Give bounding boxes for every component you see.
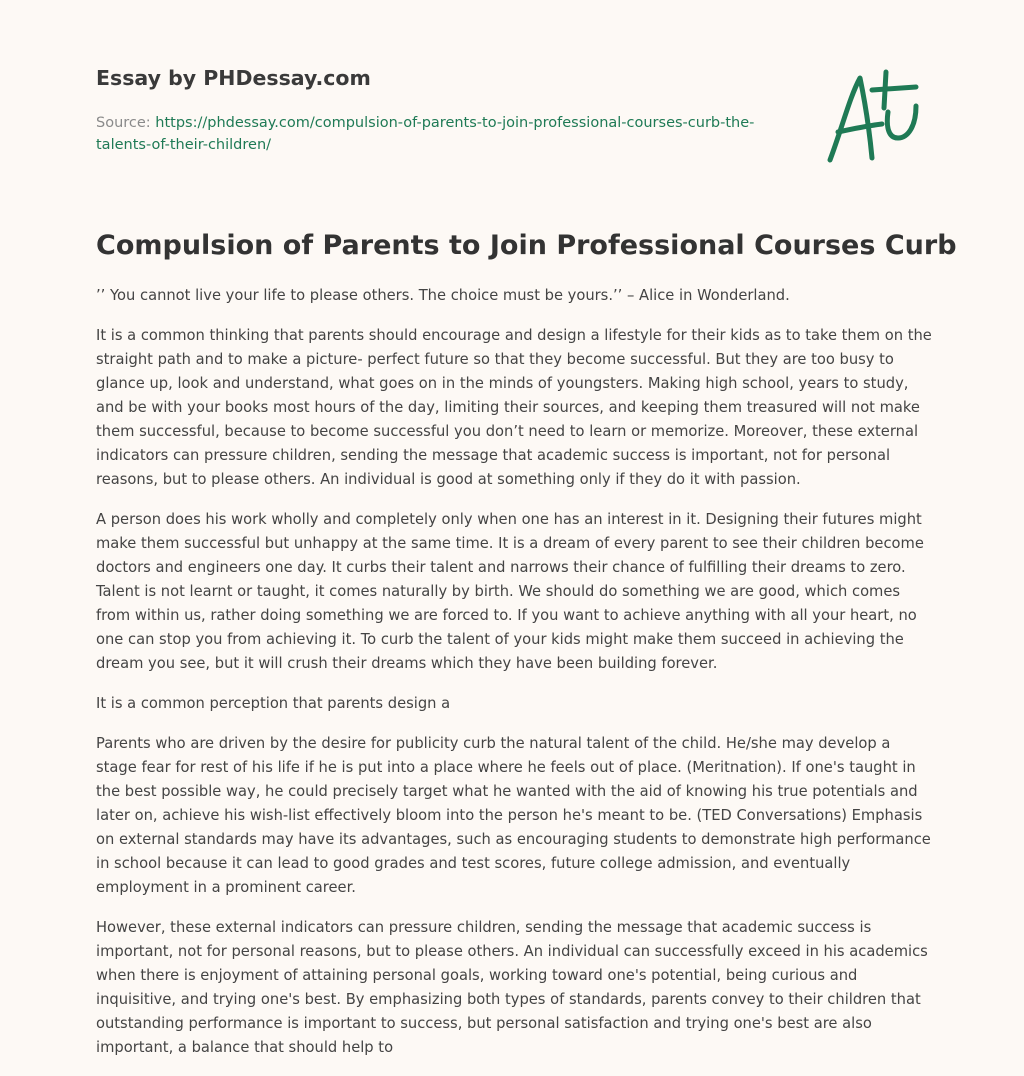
document-header xyxy=(96,64,796,153)
site-brand: Essay by PHDessay.com xyxy=(96,66,371,90)
a-plus-grade-icon xyxy=(820,68,930,168)
source-line xyxy=(96,112,786,156)
essay-paragraph: ’’ You cannot live your life to please others. The choice must be yours.’’ – Alice in Wonderland. xyxy=(96,287,790,304)
essay-paragraph: It is a common perception that parents design a xyxy=(96,695,451,712)
essay-paragraph: A person does his work wholly and completely only when one has an interest in it. Designing their futures might make them successful but unhappy at the same time. It is a dream of every parent to see their children become doctors and engineers one day. It curbs their talent and narrows their chance of fulfilling their dreams to zero. Talent is not learnt or taught, it comes naturally by birth. We should do something we are good, which comes from within us, rather doing something we are forced to. If you want to achieve anything with all your heart, no one can stop you from achieving it. To curb the talent of your kids might make them succeed in achieving the dream you see, but it will crush their dreams which they have been building forever. xyxy=(96,511,924,672)
essay-paragraph: Parents who are driven by the desire for publicity curb the natural talent of the child. He/she may develop a stage fear for rest of his life if he is put into a place where he feels out of place. (Meritnation). If one's taught in the best possible way, he could precisely target what he wanted with the aid of knowing his true potentials and later on, achieve his wish-list effectively bloom into the person he's meant to be. (TED Conversations) Emphasis on external standards may have its advantages, such as encouraging students to demonstrate high performance in school because it can lead to good grades and test scores, future college admission, and eventually employment in a prominent career. xyxy=(96,735,931,896)
essay-paragraph: However, these external indicators can pressure children, sending the message that academic success is important, not for personal reasons, but to please others. An individual can successfully exceed in his academics when there is enjoyment of attaining personal goals, working toward one's potential, being curious and inquisitive, and trying one's best. By emphasizing both types of standards, parents convey to their children that outstanding performance is important to success, but personal satisfaction and trying one's best are also important, a balance that should help to xyxy=(96,919,928,1056)
source-link[interactable]: https://phdessay.com/compulsion-of-parents-to-join-professional-courses-curb-the-talents-of-their-children/ xyxy=(96,115,755,153)
essay-title: Compulsion of Parents to Join Professional Courses Curb xyxy=(96,230,957,261)
source-label: Source: xyxy=(96,115,151,131)
essay-body xyxy=(96,284,932,1076)
essay-paragraph: It is a common thinking that parents should encourage and design a lifestyle for their kids as to take them on the straight path and to make a picture- perfect future so that they become successful. But they are too busy to glance up, look and understand, what goes on in the minds of youngsters. Making high school, years to study, and be with your books most hours of the day, limiting their sources, and keeping them treasured will not make them successful, because to become successful you don’t need to learn or memorize. Moreover, these external indicators can pressure children, sending the message that academic success is important, not for personal reasons, but to please others. An individual is good at something only if they do it with passion. xyxy=(96,327,932,488)
